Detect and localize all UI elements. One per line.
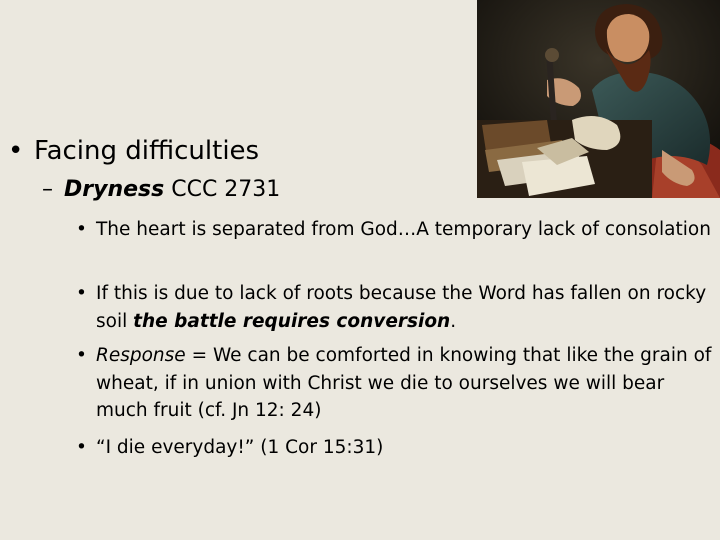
subheading-reference: CCC 2731 [164,177,281,202]
bullet-item [76,280,716,335]
bullet-item [76,216,716,244]
subheading-term: Dryness [64,177,165,202]
bullet-text: = We can be comforted in knowing that like the grain of wheat, if in union with Christ we die to ourselves we will bear much fruit (cf. Jn 12: 24) [96,345,712,421]
bullet-text: If this is due to lack of roots because the Word has fallen on rocky soil [96,283,707,332]
bullet-item [76,434,716,462]
heading-text: Facing difficulties [34,136,260,166]
subheading-dash: – [42,177,53,202]
bullet-dot: • [76,219,87,240]
bullet-item [76,342,716,425]
bullet-emphasis: the battle requires conversion [133,310,451,332]
heading-bullet: • [8,136,24,166]
heading-line [8,136,259,166]
bullet-dot: • [76,437,87,458]
bullet-label: Response [96,345,186,366]
bullet-text: “I die everyday!” (1 Cor 15:31) [96,437,384,458]
bullet-dot: • [76,345,87,366]
bullet-text: The heart is separated from God…A temporary lack of consolation [96,219,711,240]
bullet-text-end: . [450,310,457,332]
saint-painting-image [477,0,720,198]
bullet-dot: • [76,283,87,304]
subheading-line [42,176,280,204]
